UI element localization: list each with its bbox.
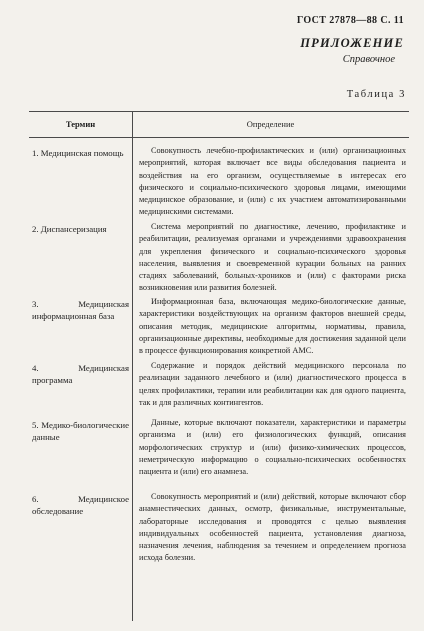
header-code: ГОСТ 27878—88 С. 11 bbox=[296, 15, 404, 26]
table-title: Таблица 3 bbox=[346, 89, 406, 100]
table-header-border bbox=[29, 137, 409, 138]
term-3: 3. Медицинская информационная база bbox=[32, 299, 129, 322]
definition-3: Информационная база, включающая медико-биологические данные, характеристики воздействующих на организм факторов внешней среды, описания методик, медицинские алгоритмы, нормативы, правила, организационные директивы, необходимые для достижения заданной цели в процессе функционирования конкретной АМС. bbox=[139, 297, 406, 356]
term-5: 5. Медико-биологические данные bbox=[32, 420, 129, 443]
terms-table bbox=[29, 111, 409, 621]
term-4: 4. Медицинская программа bbox=[32, 363, 129, 386]
term-2: 2. Диспансеризация bbox=[32, 224, 107, 234]
definition-4: Содержание и порядок действий медицинского персонала по реализации заданного лечебного и (или) диагностического процесса в целях профилактики, терапии или реабилитации как для одного пациента, так и для различных контингентов. bbox=[139, 361, 406, 407]
appendix-subtitle: Справочное bbox=[342, 54, 395, 65]
column-header-term: Термин bbox=[65, 119, 96, 129]
definition-5: Данные, которые включают показатели, характеристики и параметры организма и (или) его физиологических функций, описания морфологических структур и (или) физико-химических процессов, неметрическую информацию о социально-психических особенностях пациента и (или) его анамнеза. bbox=[139, 418, 406, 477]
term-6: 6. Медицинское обследование bbox=[32, 494, 129, 517]
appendix-title: ПРИЛОЖЕНИЕ bbox=[300, 36, 404, 50]
column-header-definition: Определение bbox=[246, 119, 295, 129]
column-divider bbox=[132, 111, 133, 621]
definition-6: Совокупность мероприятий и (или) действий, которые включают сбор анамнестических данных, осмотр, физикальные, инструментальные, лабораторные исследования и проводятся с целью выявления индивидуальных особенностей пациента, установления диагноза, назначения лечения, наблюдения за течением и определением прогноза исхода болезни. bbox=[139, 492, 406, 563]
table-top-border bbox=[29, 111, 409, 112]
term-1: 1. Медицинская помощь bbox=[32, 148, 124, 158]
definition-1: Совокупность лечебно-профилактических и (или) организационных мероприятий, которая включает все виды обследования пациента и воздействия на его организм, осуществляемые в интересах его физического и социально-психического здоровья лицами, имеющими медицинское образование, и (или) с их участием автоматизированными медицинскими системами. bbox=[139, 146, 406, 217]
definition-2: Система мероприятий по диагностике, лечению, профилактике и реабилитации, реализуемая органами и учреждениями здравоохранения для укрепления физического и социально-психического здоровья населения, выявления и своевременной курации больных на ранних стадиях заболеваний, больных-хроников и (или) с факторами риска возникновения или развития болезней. bbox=[139, 222, 406, 293]
